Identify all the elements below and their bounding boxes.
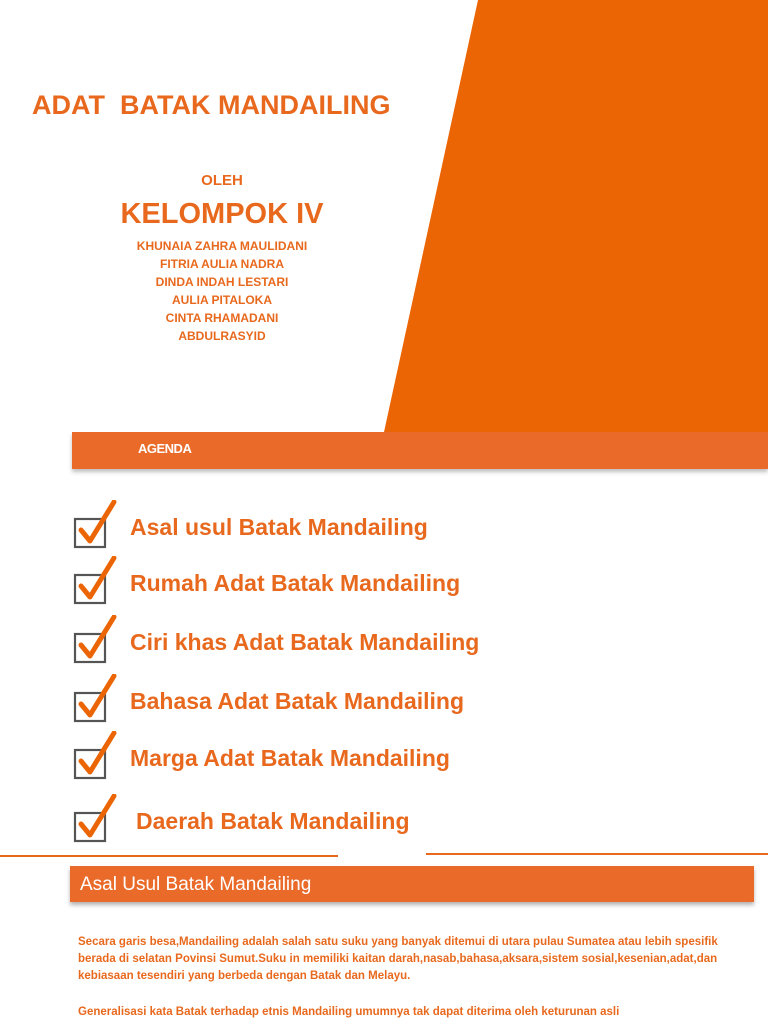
agenda-item-label: Rumah Adat Batak Mandailing: [130, 570, 461, 596]
member-name: FITRIA AULIA NADRA: [160, 257, 284, 271]
slide-divider: [0, 855, 338, 857]
agenda-item: [72, 615, 752, 665]
agenda-item: [72, 794, 752, 844]
agenda-item-label: Ciri khas Adat Batak Mandailing: [130, 629, 480, 655]
agenda-item: [72, 731, 752, 781]
checkbox-check-icon: [72, 615, 124, 667]
group-name: KELOMPOK IV: [120, 198, 324, 230]
checkbox-check-icon: [72, 500, 124, 552]
title-slide: [0, 0, 768, 432]
member-name: ABDULRASYID: [178, 329, 266, 343]
agenda-item-label: Bahasa Adat Batak Mandailing: [130, 688, 465, 714]
agenda-item: [72, 500, 752, 550]
agenda-item-label: Daerah Batak Mandailing: [136, 808, 410, 834]
agenda-item: [72, 556, 752, 606]
checkbox-check-icon: [72, 731, 124, 783]
checkbox-check-icon: [72, 674, 124, 726]
content-header-bar: [70, 866, 754, 902]
checkbox-check-icon: [72, 556, 124, 608]
slide-divider: [426, 853, 768, 855]
agenda-title: AGENDA: [138, 441, 192, 456]
member-name: KHUNAIA ZAHRA MAULIDANI: [136, 239, 308, 253]
by-label: OLEH: [201, 172, 243, 189]
checkbox-check-icon: [72, 794, 124, 846]
member-name: CINTA RHAMADANI: [165, 311, 279, 325]
agenda-item-label: Marga Adat Batak Mandailing: [130, 745, 450, 771]
content-paragraph: Generalisasi kata Batak terhadap etnis Mandailing umumnya tak dapat diterima oleh keturunan asli: [78, 1006, 620, 1018]
content-title: Asal Usul Batak Mandailing: [80, 874, 312, 895]
agenda-slide: [0, 432, 768, 856]
agenda-item-label: Asal usul Batak Mandailing: [130, 514, 428, 540]
agenda-header-bar: [72, 432, 768, 469]
member-name: AULIA PITALOKA: [172, 293, 272, 307]
member-list: [72, 237, 372, 345]
presentation-title: ADAT BATAK MANDAILING: [32, 90, 391, 120]
content-slide: [0, 858, 768, 1024]
agenda-item: [72, 674, 752, 724]
member-name: DINDA INDAH LESTARI: [155, 275, 289, 289]
content-paragraph: Secara garis besa,Mandailing adalah salah satu suku yang banyak ditemui di utara pulau Sumatea atau lebih spesifik berada di selatan Povinsi Sumut.Suku in memiliki kaitan darah,nasab,bahasa,aksara,sistem sosial,kesenian,adat,dan kebiasaan tesendiri yang berbeda dengan Batak dan Melayu.: [78, 936, 718, 982]
